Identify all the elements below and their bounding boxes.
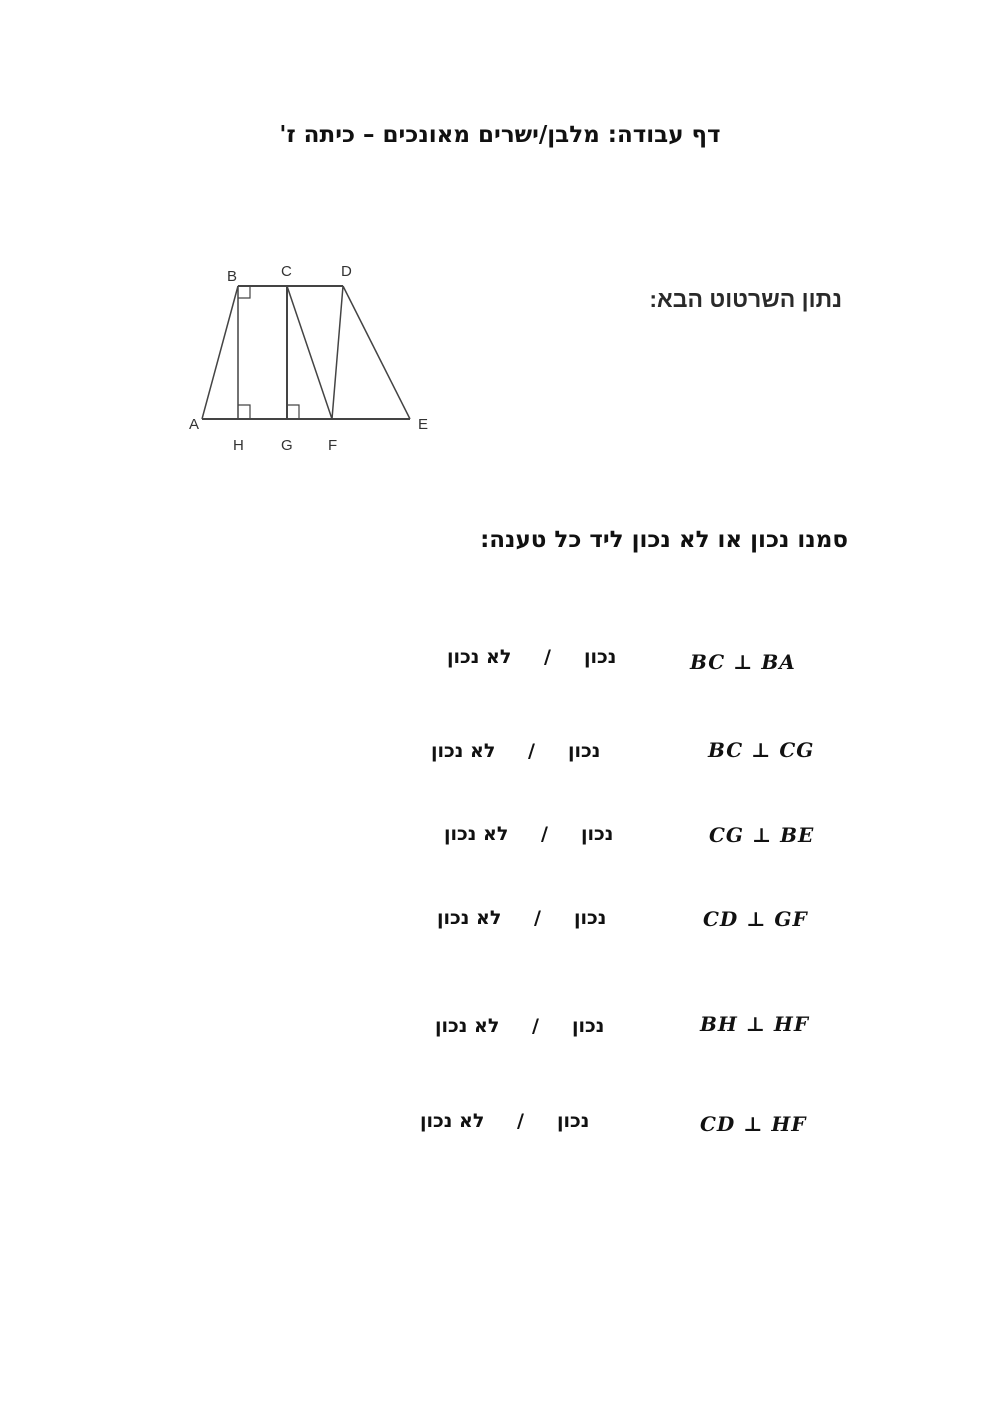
statement-row-3 [0, 823, 1000, 853]
statement-row-1 [0, 646, 1000, 676]
statement-row-6 [0, 1110, 1000, 1140]
option-separator: / [528, 740, 535, 762]
true-option[interactable]: נכון [557, 1110, 590, 1132]
right-angle-mark-h [238, 405, 250, 419]
point-label-f: F [328, 437, 338, 454]
false-option[interactable]: לא נכון [431, 740, 496, 762]
segment-cf [287, 286, 332, 419]
point-label-b: B [227, 268, 238, 285]
statement-row-5 [0, 1012, 1000, 1045]
false-option[interactable]: לא נכון [435, 1015, 500, 1037]
option-separator: / [544, 646, 551, 668]
false-option[interactable]: לא נכון [420, 1110, 485, 1132]
option-separator: / [534, 907, 541, 929]
true-option[interactable]: נכון [572, 1015, 605, 1037]
statement-text: BC ⊥ CG [708, 738, 815, 762]
point-label-e: E [418, 416, 429, 433]
false-option[interactable]: לא נכון [447, 646, 512, 668]
true-option[interactable]: נכון [568, 740, 601, 762]
given-label: נתון השרטוט הבא: [649, 286, 842, 312]
point-label-d: D [341, 263, 352, 280]
geometry-diagram [180, 255, 440, 465]
option-separator: / [517, 1110, 524, 1132]
statement-text: CG ⊥ BE [709, 823, 815, 847]
true-option[interactable]: נכון [574, 907, 607, 929]
option-separator: / [532, 1015, 539, 1037]
point-label-a: A [189, 416, 200, 433]
statement-text: BC ⊥ BA [690, 650, 796, 674]
segment-df [332, 286, 343, 419]
point-label-h: H [233, 437, 244, 454]
statement-text: BH ⊥ HF [700, 1012, 810, 1036]
point-label-c: C [281, 263, 292, 280]
true-option[interactable]: נכון [584, 646, 617, 668]
option-separator: / [541, 823, 548, 845]
false-option[interactable]: לא נכון [437, 907, 502, 929]
statement-text: CD ⊥ GF [703, 907, 808, 931]
false-option[interactable]: לא נכון [444, 823, 509, 845]
statement-text: CD ⊥ HF [700, 1112, 807, 1136]
instruction-text: סמנו נכון או לא נכון ליד כל טענה: [480, 527, 848, 553]
trapezoid-diagram-svg [180, 255, 440, 465]
segment-ab [202, 286, 238, 419]
statement-row-2 [0, 740, 1000, 770]
segment-de [343, 286, 410, 419]
worksheet-title: דף עבודה: מלבן/ישרים מאונכים – כיתה ז' [279, 122, 721, 148]
right-angle-mark-b [238, 286, 250, 298]
true-option[interactable]: נכון [581, 823, 614, 845]
point-label-g: G [281, 437, 293, 454]
statement-row-4 [0, 907, 1000, 937]
right-angle-mark-g [287, 405, 299, 419]
